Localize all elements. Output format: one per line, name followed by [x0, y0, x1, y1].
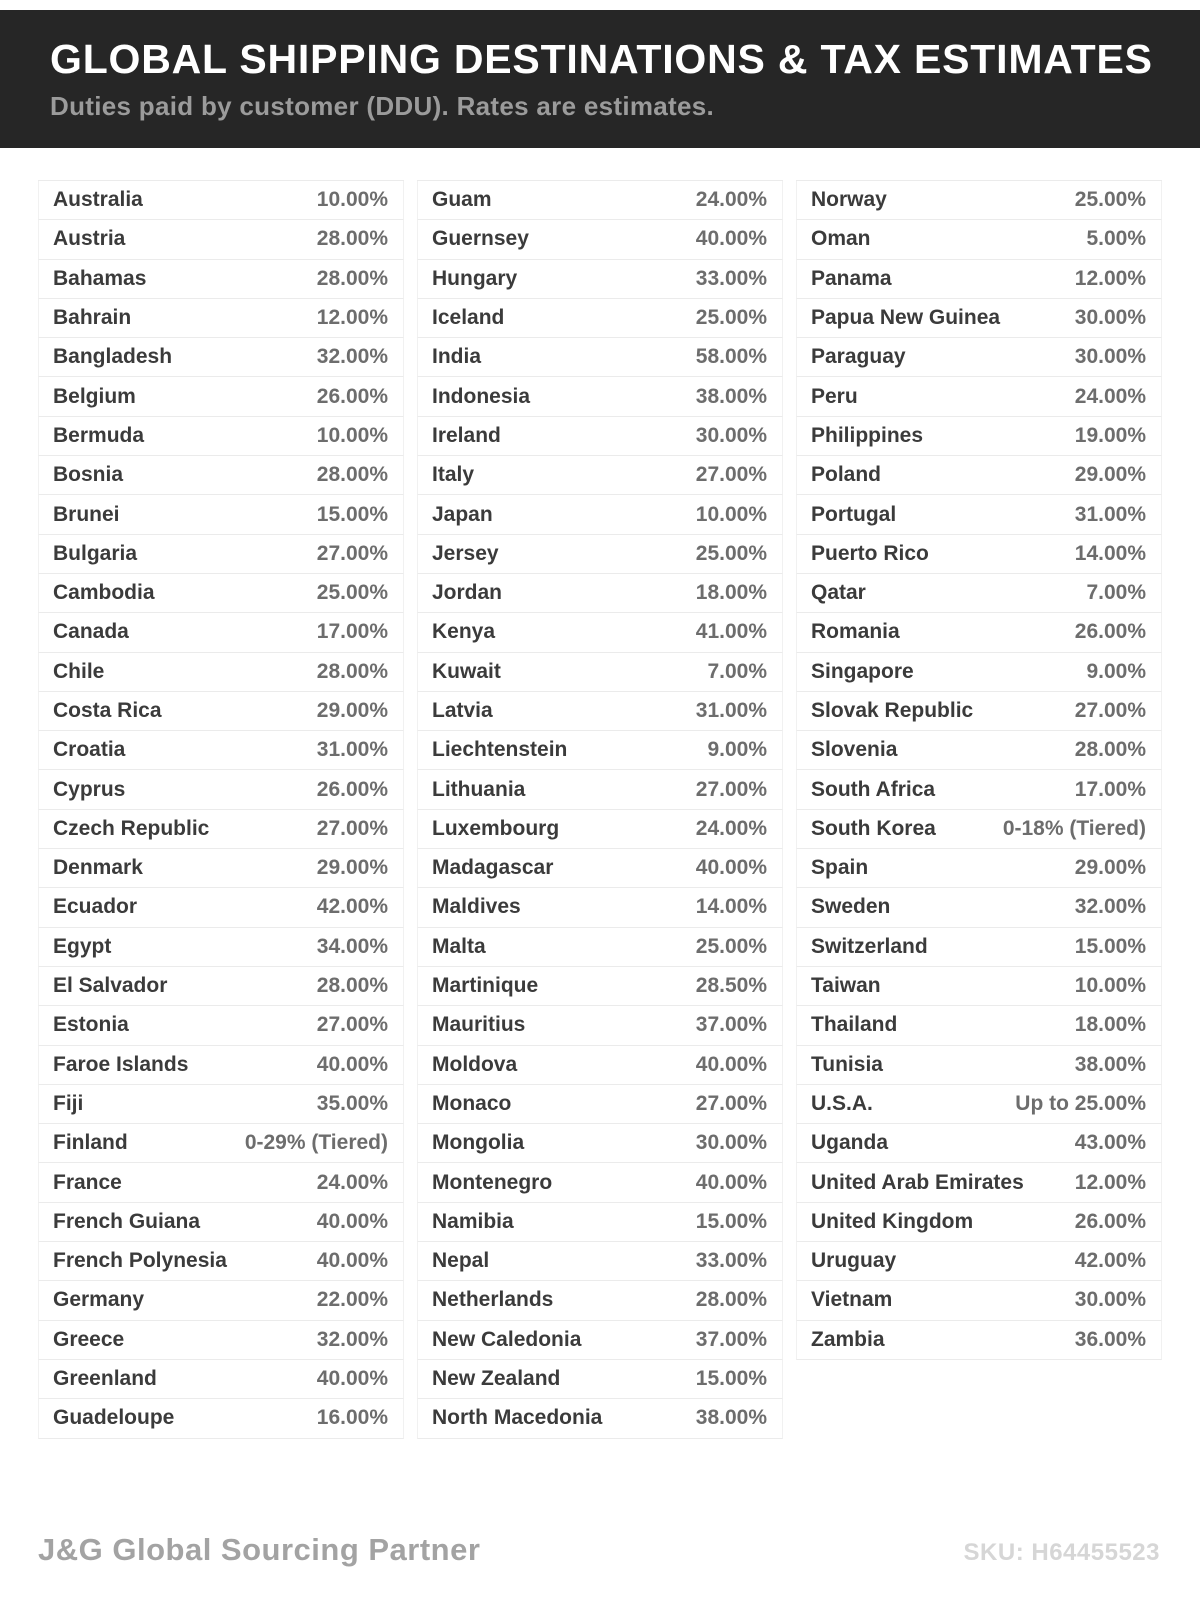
country-name: Cambodia [53, 581, 155, 605]
rate-row [796, 456, 1162, 495]
rate-row [417, 692, 783, 731]
rate-row [417, 417, 783, 456]
country-name: Indonesia [432, 384, 531, 408]
tax-rate: 29.00% [1074, 463, 1146, 487]
rate-row [38, 1242, 404, 1281]
rate-row [796, 495, 1162, 534]
country-name: Malta [432, 934, 486, 958]
rate-row [796, 220, 1162, 259]
rate-row [38, 1085, 404, 1124]
tax-rate: 27.00% [695, 777, 767, 801]
country-name: Bangladesh [53, 345, 173, 369]
country-name: Guadeloupe [53, 1406, 175, 1430]
tax-rate: 40.00% [695, 1170, 767, 1194]
rate-row [417, 1163, 783, 1202]
tax-rate: 40.00% [316, 1052, 388, 1076]
rate-column [796, 180, 1162, 1360]
tax-rate: 18.00% [1074, 1013, 1146, 1037]
rate-row [38, 456, 404, 495]
rate-row [417, 299, 783, 338]
rate-row [417, 495, 783, 534]
country-name: El Salvador [53, 974, 168, 998]
rate-row [38, 260, 404, 299]
tax-rate: 26.00% [316, 777, 388, 801]
country-name: Bahrain [53, 306, 132, 330]
rate-row [417, 731, 783, 770]
rate-row [417, 377, 783, 416]
rate-row [796, 417, 1162, 456]
rate-row [417, 888, 783, 927]
rate-row [796, 1242, 1162, 1281]
tax-rate: 25.00% [695, 934, 767, 958]
rate-row [417, 1399, 783, 1438]
rate-row [417, 1046, 783, 1085]
country-name: France [53, 1170, 122, 1194]
tax-rate: 27.00% [695, 1091, 767, 1115]
country-name: Faroe Islands [53, 1052, 189, 1076]
rate-row [38, 1124, 404, 1163]
country-name: United Kingdom [811, 1209, 974, 1233]
tax-rate: 5.00% [1086, 227, 1146, 251]
tax-rate: 12.00% [1074, 266, 1146, 290]
tax-rate: 9.00% [707, 738, 767, 762]
country-name: Sweden [811, 895, 891, 919]
country-name: Uruguay [811, 1249, 897, 1273]
rate-row [796, 849, 1162, 888]
country-name: Czech Republic [53, 816, 210, 840]
tax-rate: 27.00% [316, 816, 388, 840]
tax-rate: 40.00% [316, 1367, 388, 1391]
tax-rate: 28.00% [316, 463, 388, 487]
tax-rate: 29.00% [316, 699, 388, 722]
rate-row [38, 653, 404, 692]
rate-row [417, 260, 783, 299]
country-name: Liechtenstein [432, 738, 568, 762]
tax-rate: 30.00% [695, 423, 767, 447]
country-name: U.S.A. [811, 1091, 873, 1115]
rate-row [796, 535, 1162, 574]
country-name: Luxembourg [432, 816, 560, 840]
tax-rate: 27.00% [1074, 699, 1146, 722]
tax-rate: 17.00% [316, 620, 388, 644]
tax-rate: 58.00% [695, 345, 767, 369]
country-name: Egypt [53, 934, 112, 958]
tax-rate: 35.00% [316, 1091, 388, 1115]
country-name: French Polynesia [53, 1249, 227, 1273]
country-name: Bahamas [53, 266, 147, 290]
rate-row [417, 1281, 783, 1320]
tax-rate: 12.00% [316, 306, 388, 330]
rate-row [417, 338, 783, 377]
country-name: Nepal [432, 1249, 490, 1273]
tax-rate: 31.00% [695, 699, 767, 722]
country-name: Bermuda [53, 423, 145, 447]
tax-rate: 7.00% [707, 659, 767, 683]
tax-rate: 16.00% [316, 1406, 388, 1430]
tax-rate: 42.00% [1074, 1249, 1146, 1273]
country-name: Iceland [432, 306, 505, 330]
tax-rate: 29.00% [1074, 856, 1146, 880]
tax-rate: 37.00% [695, 1013, 767, 1037]
tax-rate: 30.00% [1074, 1288, 1146, 1312]
rate-row [796, 1281, 1162, 1320]
tax-rate: 0-18% (Tiered) [1002, 816, 1146, 840]
country-name: Slovak Republic [811, 699, 974, 722]
rate-row [417, 1242, 783, 1281]
rate-row [796, 574, 1162, 613]
country-name: Mongolia [432, 1131, 525, 1155]
country-name: Moldova [432, 1052, 518, 1076]
country-name: Ecuador [53, 895, 138, 919]
rate-row [796, 653, 1162, 692]
country-name: Singapore [811, 659, 914, 683]
country-name: Ireland [432, 423, 501, 447]
rate-row [417, 1124, 783, 1163]
country-name: Jersey [432, 541, 499, 565]
tax-rate: 36.00% [1074, 1327, 1146, 1351]
rate-row [417, 1085, 783, 1124]
rate-row [417, 1321, 783, 1360]
country-name: Paraguay [811, 345, 906, 369]
rate-row [417, 849, 783, 888]
country-name: Netherlands [432, 1288, 554, 1312]
rate-row [38, 849, 404, 888]
country-name: Lithuania [432, 777, 526, 801]
tax-rate: 24.00% [1074, 384, 1146, 408]
tax-rate: 27.00% [695, 463, 767, 487]
tax-rate: 26.00% [1074, 1209, 1146, 1233]
rate-row [796, 1203, 1162, 1242]
tax-rate: 26.00% [316, 384, 388, 408]
country-name: Jordan [432, 581, 503, 605]
rate-row [796, 1163, 1162, 1202]
tax-rate: 15.00% [695, 1367, 767, 1391]
rate-row [796, 613, 1162, 652]
tax-rate: 28.00% [695, 1288, 767, 1312]
tax-rate: 30.00% [1074, 345, 1146, 369]
tax-rate: 25.00% [695, 306, 767, 330]
country-name: Mauritius [432, 1013, 526, 1037]
tax-rate: 25.00% [1074, 188, 1146, 212]
country-name: Brunei [53, 502, 120, 526]
tax-rate: 10.00% [1074, 974, 1146, 998]
rate-row [796, 692, 1162, 731]
rate-row [417, 967, 783, 1006]
tax-rate: 0-29% (Tiered) [244, 1131, 388, 1155]
rate-row [417, 810, 783, 849]
country-name: Canada [53, 620, 129, 644]
tax-rate: 14.00% [1074, 541, 1146, 565]
country-name: Panama [811, 266, 892, 290]
country-name: Norway [811, 188, 887, 212]
tax-rate: 32.00% [316, 1327, 388, 1351]
tax-rate: 10.00% [316, 423, 388, 447]
tax-rate: 9.00% [1086, 659, 1146, 683]
rate-row [417, 220, 783, 259]
tax-rate: 28.50% [695, 974, 767, 998]
rate-row [796, 1006, 1162, 1045]
tax-rate: 24.00% [695, 188, 767, 212]
country-name: Philippines [811, 423, 924, 447]
tax-rate: 27.00% [316, 541, 388, 565]
tax-rate: 29.00% [316, 856, 388, 880]
country-name: Montenegro [432, 1170, 553, 1194]
tax-rate: 24.00% [316, 1170, 388, 1194]
country-name: Chile [53, 659, 105, 683]
rate-row [796, 338, 1162, 377]
country-name: Switzerland [811, 934, 928, 958]
rate-row [38, 1163, 404, 1202]
country-name: Puerto Rico [811, 541, 929, 565]
rate-row [796, 1046, 1162, 1085]
rate-row [796, 299, 1162, 338]
rate-row [38, 1006, 404, 1045]
country-name: North Macedonia [432, 1406, 603, 1430]
tax-rate: 40.00% [695, 856, 767, 880]
tax-rate: 19.00% [1074, 423, 1146, 447]
tax-rate: 18.00% [695, 581, 767, 605]
rate-row [38, 1399, 404, 1438]
tax-rate: 14.00% [695, 895, 767, 919]
rate-row [38, 535, 404, 574]
country-name: Greenland [53, 1367, 157, 1391]
rate-row [417, 1360, 783, 1399]
rate-row [417, 574, 783, 613]
rate-row [417, 613, 783, 652]
country-name: Guernsey [432, 227, 529, 251]
tax-rate: 32.00% [1074, 895, 1146, 919]
tax-rate: 28.00% [1074, 738, 1146, 762]
country-name: Hungary [432, 266, 518, 290]
tax-rate: 26.00% [1074, 620, 1146, 644]
rate-row [796, 967, 1162, 1006]
header-banner [0, 10, 1200, 148]
country-name: Papua New Guinea [811, 306, 1001, 330]
country-name: Spain [811, 856, 869, 880]
tax-rate: 42.00% [316, 895, 388, 919]
tax-rate: 7.00% [1086, 581, 1146, 605]
tax-rate: 28.00% [316, 659, 388, 683]
tax-rate: 15.00% [695, 1209, 767, 1233]
country-name: Portugal [811, 502, 897, 526]
tax-rate: 15.00% [316, 502, 388, 526]
rate-row [417, 535, 783, 574]
country-name: United Arab Emirates [811, 1170, 1024, 1194]
tax-rate: 40.00% [695, 1052, 767, 1076]
rate-row [417, 770, 783, 809]
rate-row [417, 456, 783, 495]
tax-rate: 17.00% [1074, 777, 1146, 801]
country-name: Qatar [811, 581, 866, 605]
tax-rate: 33.00% [695, 1249, 767, 1273]
rate-row [38, 417, 404, 456]
rate-row [38, 1203, 404, 1242]
rates-table [38, 180, 1162, 1439]
country-name: Martinique [432, 974, 539, 998]
country-name: Monaco [432, 1091, 512, 1115]
tax-rate: 38.00% [695, 384, 767, 408]
country-name: Bulgaria [53, 541, 138, 565]
country-name: Guam [432, 188, 492, 212]
brand-name: J&G Global Sourcing Partner [38, 1532, 481, 1567]
country-name: Belgium [53, 384, 136, 408]
country-name: Zambia [811, 1327, 885, 1351]
country-name: Taiwan [811, 974, 881, 998]
country-name: Peru [811, 384, 858, 408]
tax-rate: 31.00% [316, 738, 388, 762]
country-name: Madagascar [432, 856, 554, 880]
rate-row [38, 967, 404, 1006]
rate-row [38, 888, 404, 927]
tax-rate: 10.00% [316, 188, 388, 212]
rate-row [796, 770, 1162, 809]
tax-rate: 38.00% [1074, 1052, 1146, 1076]
country-name: Oman [811, 227, 871, 251]
tax-rate: 12.00% [1074, 1170, 1146, 1194]
country-name: Australia [53, 188, 143, 212]
country-name: Costa Rica [53, 699, 162, 722]
country-name: Italy [432, 463, 475, 487]
rate-row [417, 181, 783, 220]
rate-row [38, 692, 404, 731]
rate-row [38, 181, 404, 220]
rate-row [796, 731, 1162, 770]
tax-rate: 30.00% [695, 1131, 767, 1155]
rate-row [417, 653, 783, 692]
country-name: Croatia [53, 738, 126, 762]
footer [38, 1532, 1160, 1568]
rate-row [38, 220, 404, 259]
country-name: India [432, 345, 482, 369]
country-name: Denmark [53, 856, 143, 880]
rate-row [417, 1203, 783, 1242]
country-name: Tunisia [811, 1052, 883, 1076]
tax-rate: 37.00% [695, 1327, 767, 1351]
sku-label: SKU: H64455523 [963, 1539, 1160, 1566]
tax-rate: 22.00% [316, 1288, 388, 1312]
country-name: Kenya [432, 620, 496, 644]
country-name: South Korea [811, 816, 936, 840]
country-name: Slovenia [811, 738, 898, 762]
country-name: French Guiana [53, 1209, 201, 1233]
tax-rate: 25.00% [316, 581, 388, 605]
tax-rate: 30.00% [1074, 306, 1146, 330]
country-name: Austria [53, 227, 126, 251]
rate-row [38, 574, 404, 613]
tax-rate: 40.00% [316, 1209, 388, 1233]
rate-row [38, 1046, 404, 1085]
rate-row [38, 770, 404, 809]
rate-row [38, 1321, 404, 1360]
tax-rate: 28.00% [316, 266, 388, 290]
tax-rate: 10.00% [695, 502, 767, 526]
page-title: GLOBAL SHIPPING DESTINATIONS & TAX ESTIMATES [50, 36, 1153, 82]
rate-row [796, 181, 1162, 220]
rate-row [38, 613, 404, 652]
country-name: Fiji [53, 1091, 84, 1115]
rate-row [796, 1085, 1162, 1124]
tax-rate: 27.00% [316, 1013, 388, 1037]
tax-rate: 32.00% [316, 345, 388, 369]
rate-column [417, 180, 783, 1439]
tax-rate: Up to 25.00% [1015, 1091, 1146, 1115]
country-name: New Zealand [432, 1367, 561, 1391]
rate-row [417, 928, 783, 967]
rate-row [38, 810, 404, 849]
country-name: Thailand [811, 1013, 898, 1037]
tax-rate: 41.00% [695, 620, 767, 644]
rate-row [38, 377, 404, 416]
rate-row [38, 731, 404, 770]
country-name: Kuwait [432, 659, 501, 683]
tax-rate: 28.00% [316, 227, 388, 251]
country-name: Greece [53, 1327, 125, 1351]
rate-row [796, 1124, 1162, 1163]
country-name: New Caledonia [432, 1327, 582, 1351]
country-name: Latvia [432, 699, 493, 722]
tax-rate: 40.00% [695, 227, 767, 251]
rate-row [38, 299, 404, 338]
tax-rate: 38.00% [695, 1406, 767, 1430]
rate-row [38, 1360, 404, 1399]
tax-rate: 28.00% [316, 974, 388, 998]
tax-rate: 34.00% [316, 934, 388, 958]
rate-row [417, 1006, 783, 1045]
rate-row [796, 260, 1162, 299]
country-name: South Africa [811, 777, 936, 801]
country-name: Japan [432, 502, 493, 526]
tax-rate: 43.00% [1074, 1131, 1146, 1155]
rate-row [796, 888, 1162, 927]
country-name: Bosnia [53, 463, 124, 487]
country-name: Poland [811, 463, 882, 487]
country-name: Namibia [432, 1209, 514, 1233]
rate-row [796, 928, 1162, 967]
rate-row [796, 1321, 1162, 1360]
tax-rate: 31.00% [1074, 502, 1146, 526]
rate-row [38, 928, 404, 967]
country-name: Estonia [53, 1013, 129, 1037]
page-subtitle: Duties paid by customer (DDU). Rates are estimates. [50, 91, 715, 122]
country-name: Cyprus [53, 777, 126, 801]
rate-row [38, 1281, 404, 1320]
rate-column [38, 180, 404, 1439]
country-name: Maldives [432, 895, 521, 919]
tax-rate: 33.00% [695, 266, 767, 290]
rate-row [796, 810, 1162, 849]
tax-rate: 40.00% [316, 1249, 388, 1273]
rate-row [38, 495, 404, 534]
country-name: Romania [811, 620, 900, 644]
rate-row [38, 338, 404, 377]
tax-rate: 15.00% [1074, 934, 1146, 958]
country-name: Uganda [811, 1131, 889, 1155]
rate-row [796, 377, 1162, 416]
tax-rate: 24.00% [695, 816, 767, 840]
country-name: Finland [53, 1131, 128, 1155]
country-name: Germany [53, 1288, 145, 1312]
country-name: Vietnam [811, 1288, 893, 1312]
tax-rate: 25.00% [695, 541, 767, 565]
